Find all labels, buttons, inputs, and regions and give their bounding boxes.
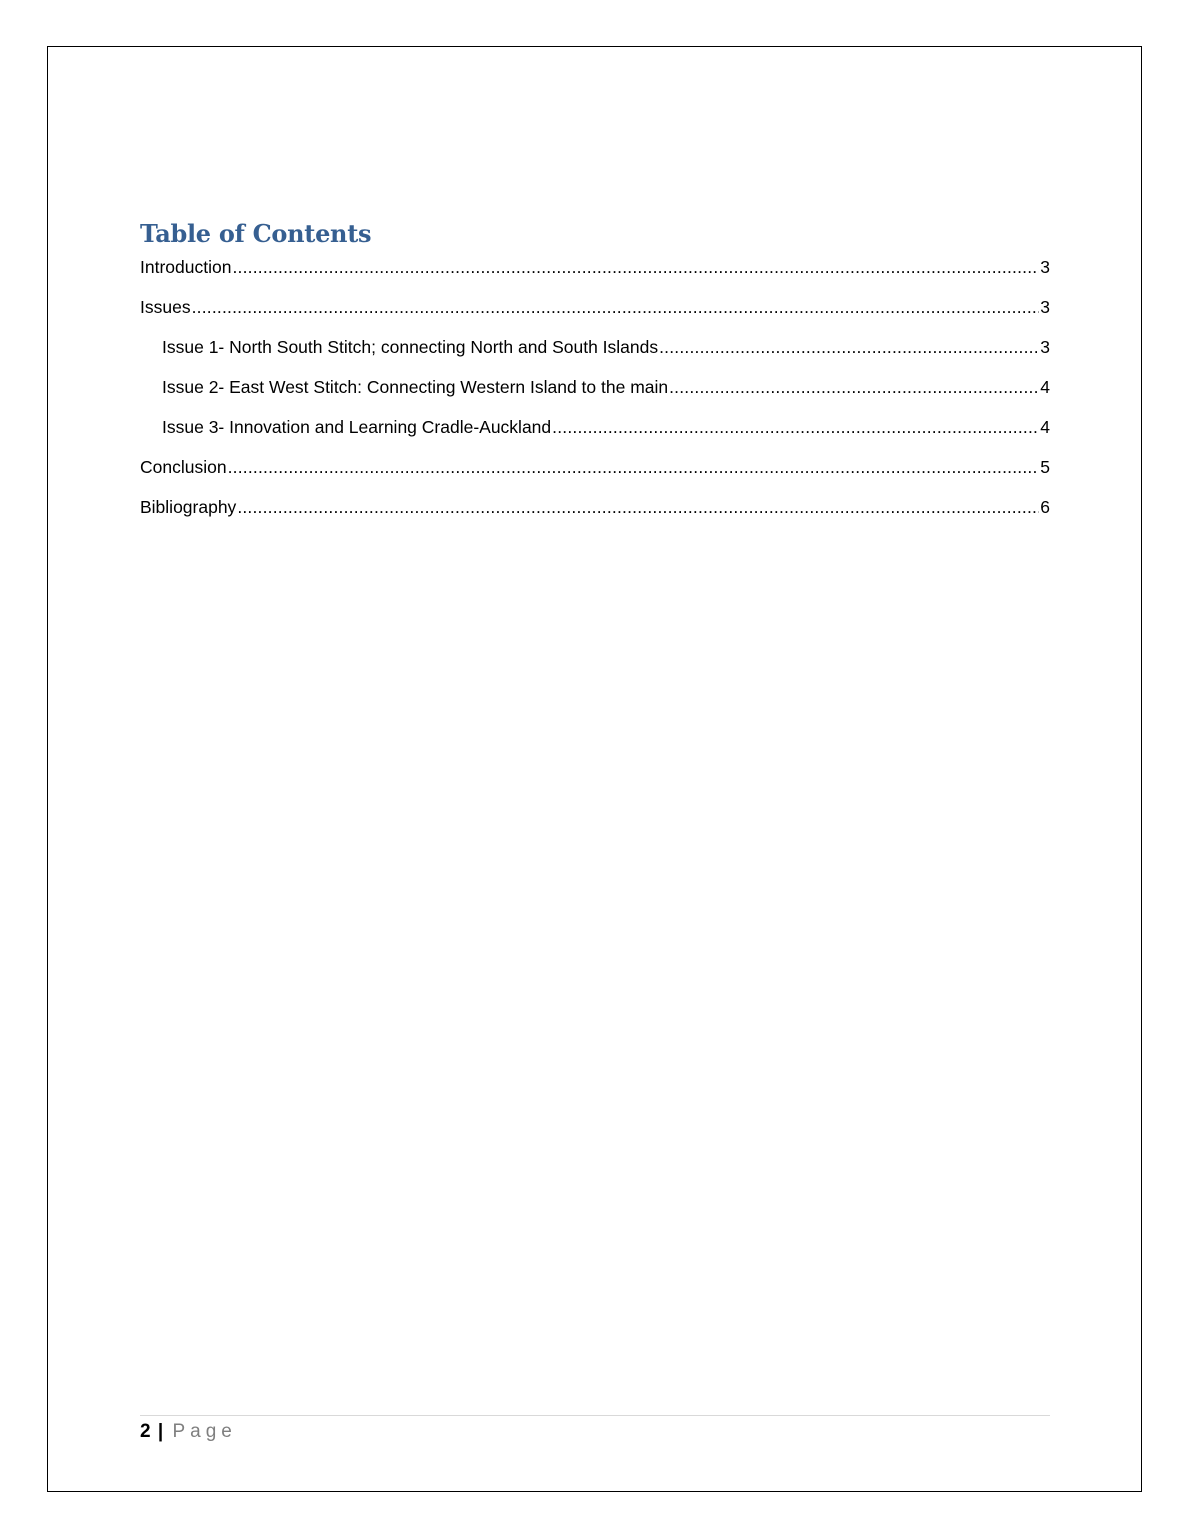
toc-entry-issue-3[interactable] (140, 417, 1050, 457)
toc-page-number: 5 (1040, 457, 1050, 477)
toc-entry-label: Issue 3- Innovation and Learning Cradle-Auckland (162, 417, 552, 437)
footer-page-number: 2 (140, 1421, 151, 1442)
toc-list (140, 257, 1050, 537)
toc-entry-conclusion[interactable] (140, 457, 1050, 497)
toc-entry-label: Bibliography (140, 497, 237, 517)
toc-heading: Table of Contents (140, 219, 372, 248)
toc-page-number: 4 (1040, 417, 1050, 437)
table-of-contents (140, 217, 1050, 537)
page-footer (140, 1415, 1050, 1444)
toc-entry-label: Issue 1- North South Stitch; connecting North and South Islands (162, 337, 659, 357)
toc-entry-label: Issue 2- East West Stitch: Connecting Western Island to the main (162, 377, 669, 397)
toc-page-number: 4 (1040, 377, 1050, 397)
footer-separator: | (157, 1421, 164, 1442)
toc-entry-label: Introduction (140, 257, 232, 277)
toc-dot-leader (232, 257, 1039, 277)
toc-entry-bibliography[interactable] (140, 497, 1050, 537)
toc-page-number: 6 (1040, 497, 1050, 517)
toc-entry-issues[interactable] (140, 297, 1050, 337)
toc-entry-issue-2[interactable] (140, 377, 1050, 417)
footer-page-word: Page (172, 1421, 237, 1442)
toc-entry-introduction[interactable] (140, 257, 1050, 297)
toc-page-number: 3 (1040, 337, 1050, 357)
toc-dot-leader (192, 297, 1040, 317)
toc-dot-leader (659, 337, 1039, 357)
toc-dot-leader (552, 417, 1039, 437)
toc-entry-label: Issues (140, 297, 191, 317)
toc-dot-leader (228, 457, 1040, 477)
toc-dot-leader (669, 377, 1039, 397)
toc-page-number: 3 (1040, 257, 1050, 277)
toc-dot-leader (237, 497, 1039, 517)
toc-entry-label: Conclusion (140, 457, 227, 477)
toc-entry-issue-1[interactable] (140, 337, 1050, 377)
toc-page-number: 3 (1040, 297, 1050, 317)
